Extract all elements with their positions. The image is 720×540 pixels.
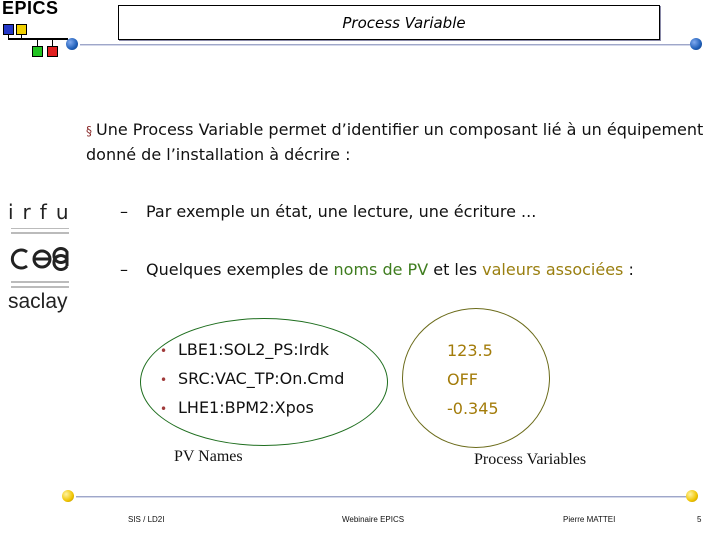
bullet-dot-icon: • [160, 373, 168, 387]
pv-name: SRC:VAC_TP:On.Cmd [178, 369, 345, 388]
bullet-dot-icon: • [160, 402, 168, 416]
blue-dot-icon [690, 38, 702, 50]
top-divider-shadow [80, 45, 690, 46]
slide-title: Process Variable [342, 13, 466, 32]
epics-logo [0, 0, 70, 62]
pv-value: 123.5 [447, 341, 493, 360]
process-variables-label: Process Variables [474, 451, 587, 468]
pv-name-row [160, 369, 344, 388]
para-highlight: Process Variable [132, 120, 264, 139]
list-item-example [120, 200, 680, 223]
footer-left: SIS / LD2I [128, 515, 165, 524]
pv-names-highlight: noms de PV [333, 260, 429, 279]
logo-line [8, 38, 68, 40]
title-box [118, 5, 660, 40]
item1-text: Par exemple un état, une lecture, une écriture ... [146, 202, 537, 221]
saclay-logo-text: saclay [8, 290, 68, 313]
bullet-marker: § [86, 124, 92, 138]
dash-marker: – [120, 260, 128, 279]
yellow-dot-icon [62, 490, 74, 502]
values-highlight: valeurs associées [482, 260, 624, 279]
item2-part2: et les [428, 260, 483, 279]
logo-square-green [32, 46, 43, 57]
bullet-dot-icon: • [160, 344, 168, 358]
pv-names-label: PV Names [174, 448, 243, 465]
pv-name-row [160, 398, 314, 417]
bottom-divider-shadow [76, 497, 688, 498]
irfu-logo-text: irfu [8, 200, 78, 224]
svg-text:cea: cea [8, 228, 10, 229]
page-number: 5 [697, 515, 702, 524]
logo-square-red [47, 46, 58, 57]
cea-logo [8, 228, 72, 288]
para-suffix: permet d’identifier un composant lié à un équipement donné de l’installation à décrire : [86, 120, 704, 164]
yellow-dot-icon [686, 490, 698, 502]
pv-name: LHE1:BPM2:Xpos [178, 398, 314, 417]
pv-value: OFF [447, 370, 478, 389]
footer-center: Webinaire EPICS [342, 515, 405, 524]
item2-part3: : [623, 260, 634, 279]
pv-value: -0.345 [447, 399, 499, 418]
epics-logo-text: EPICS [2, 0, 59, 18]
footer-right: Pierre MATTEI [563, 515, 616, 524]
pv-name: LBE1:SOL2_PS:Irdk [178, 340, 330, 359]
para-prefix: Une [96, 120, 133, 139]
item2-part1: Quelques exemples de [146, 260, 334, 279]
blue-dot-icon [66, 38, 78, 50]
pv-name-row [160, 340, 329, 359]
list-item-pv-examples [120, 258, 646, 281]
intro-paragraph [86, 118, 706, 166]
dash-marker: – [120, 202, 128, 221]
